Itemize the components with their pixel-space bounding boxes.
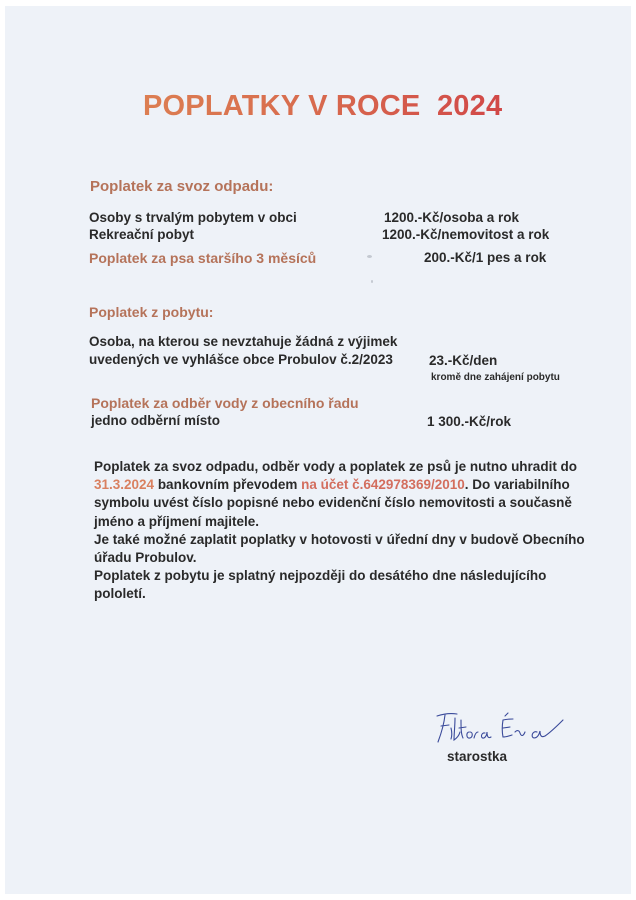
payment-instructions	[94, 458, 594, 604]
waste-fee-heading: Poplatek za svoz odpadu:	[90, 178, 274, 195]
handwritten-signature-icon	[433, 706, 583, 746]
payment-text: Poplatek za svoz odpadu, odběr vody a poplatek ze psů je nutno uhradit do	[94, 459, 578, 474]
waste-row-label: Rekreační pobyt	[89, 227, 195, 242]
dog-fee-heading: Poplatek za psa staršího 3 měsíců	[89, 250, 317, 266]
signatory-role: starostka	[447, 749, 508, 764]
water-fee-value: 1 300.-Kč/rok	[427, 414, 512, 429]
waste-row-value: 1200.-Kč/nemovitost a rok	[382, 227, 550, 242]
scan-speck	[371, 280, 373, 283]
water-fee-heading: Poplatek za odběr vody z obecního řadu	[91, 395, 359, 411]
stay-fee-heading: Poplatek z pobytu:	[89, 304, 214, 320]
waste-row-label: Osoby s trvalým pobytem v obci	[89, 210, 297, 225]
scan-speck	[367, 255, 372, 258]
cash-payment-note: Je také možné zaplatit poplatky v hotovosti v úřední dny v budově Obecního úřadu Probulov.	[94, 531, 585, 566]
stay-fee-deadline: Poplatek z pobytu je splatný nejpozději do desátého dne následujícího pololetí.	[94, 568, 547, 602]
stay-fee-note: kromě dne zahájení pobytu	[431, 372, 560, 383]
signature-block	[433, 706, 583, 764]
water-fee-label: jedno odběrní místo	[91, 413, 221, 428]
stay-fee-line2: uvedených ve vyhlášce obce Probulov č.2/2023	[89, 352, 393, 367]
payment-text: bankovním převodem	[154, 477, 302, 493]
waste-row-value: 1200.-Kč/osoba a rok	[384, 210, 520, 225]
stay-fee-value: 23.-Kč/den	[429, 353, 498, 368]
bank-account: na účet č.642978369/2010	[301, 477, 465, 493]
due-date: 31.3.2024	[94, 477, 155, 493]
payment-text: . Do variabilního symbolu uvést číslo popisné nebo evidenční číslo nemovitosti a současně jméno a příjmení majitele.	[94, 477, 572, 529]
dog-fee-value: 200.-Kč/1 pes a rok	[424, 250, 547, 265]
stay-fee-line1: Osoba, na kterou se nevztahuje žádná z výjimek	[89, 334, 398, 349]
page-title: POPLATKY V ROCE 2024	[143, 90, 503, 122]
scanned-page	[5, 6, 631, 894]
